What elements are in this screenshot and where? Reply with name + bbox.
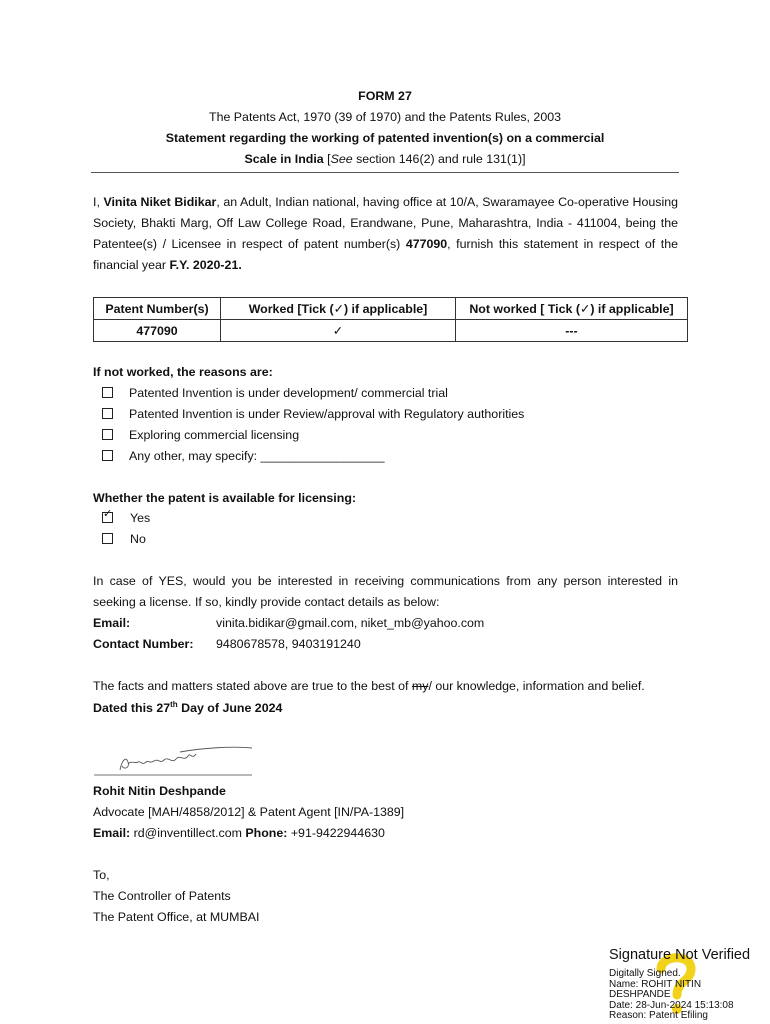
declaration-after: / our knowledge, information and belief. (428, 679, 645, 693)
reason-checkbox-1[interactable] (102, 387, 113, 398)
phone-label: Contact Number: (93, 637, 194, 651)
table-row (94, 320, 688, 342)
signatory-phone: +91-9422944630 (287, 826, 385, 840)
dated-line (93, 700, 282, 715)
dated-suffix: Day of June 2024 (177, 701, 283, 716)
intro-paragraph (93, 192, 678, 276)
addressee-line-1: The Controller of Patents (93, 889, 231, 903)
email-label: Email: (93, 616, 131, 630)
cell-worked: ✓ (221, 320, 456, 342)
signatory-email: rd@inventillect.com (130, 826, 246, 840)
addressee-line-2: The Patent Office, at MUMBAI (93, 910, 260, 924)
scale-bold: Scale in India (244, 152, 324, 166)
scale-see: See (330, 152, 353, 166)
reason-checkbox-4[interactable] (102, 450, 113, 461)
signature-detail-line: Date: 28-Jun-2024 15:13:08 (609, 999, 734, 1011)
scale-rest: section 146(2) and rule 131(1)] (352, 152, 526, 166)
reason-checkbox-3[interactable] (102, 429, 113, 440)
licensing-heading: Whether the patent is available for licensing: (93, 491, 357, 505)
patentee-name: Vinita Niket Bidikar (103, 195, 217, 209)
reason-checkbox-2[interactable] (102, 408, 113, 419)
signatory-contact (93, 826, 385, 840)
signature-details (609, 969, 769, 1022)
financial-year: F.Y. 2020-21. (169, 258, 242, 272)
signature-detail-line: Digitally Signed. (609, 968, 681, 979)
act-subtitle: The Patents Act, 1970 (39 of 1970) and the Patents Rules, 2003 (209, 110, 561, 124)
intro-suffix: , furnish this statement in respect of the financial year (93, 237, 678, 272)
signature-detail-line: Reason: Patent Efiling (609, 1010, 708, 1021)
patent-table (93, 297, 688, 342)
licensing-yes-label: Yes (130, 511, 151, 525)
reason-label-4: Any other, may specify: __________________ (129, 449, 385, 463)
digital-signature-block[interactable] (609, 947, 769, 1022)
addressee-to: To, (93, 868, 110, 882)
signature-detail-line: Name: ROHIT NITIN (609, 978, 702, 990)
scale-line (0, 152, 770, 166)
reasons-heading: If not worked, the reasons are: (93, 365, 273, 379)
intro-patent-number: 477090 (405, 237, 448, 251)
reason-label-2: Patented Invention is under Review/approval with Regulatory authorities (129, 407, 525, 421)
reason-label-1: Patented Invention is under development/ commercial trial (129, 386, 448, 400)
col-worked: Worked [Tick (✓) if applicable] (221, 298, 456, 320)
form-title: FORM 27 (358, 89, 412, 103)
declaration-text (93, 679, 645, 693)
intro-middle: , an Adult, Indian national, having office at 10/A, Swaramayee Co-operative Housing Society, Bhakti Marg, Off Law College Road, Erandwane, Pune, Maharashtra, India - 411004, being the Patentee(s) / Licensee in respect of patent number(s) (93, 195, 679, 251)
signatory-name: Rohit Nitin Deshpande (93, 784, 226, 798)
declaration-struck: my (411, 679, 429, 693)
email-value: vinita.bidikar@gmail.com, niket_mb@yahoo.com (216, 616, 485, 630)
signature-detail-line: DESHPANDE (609, 989, 671, 1000)
dated-prefix: Dated this 27 (93, 701, 171, 716)
signatory-role: Advocate [MAH/4858/2012] & Patent Agent [IN/PA-1389] (93, 805, 405, 819)
intro-prefix: I, (93, 195, 104, 209)
handwritten-signature (92, 742, 262, 782)
scale-open: [ (323, 152, 331, 166)
signatory-email-label: Email: (93, 826, 131, 840)
col-not-worked: Not worked [ Tick (✓) if applicable] (456, 298, 688, 320)
signatory-phone-label: Phone: (245, 826, 288, 840)
col-patent-number: Patent Number(s) (94, 298, 221, 320)
contact-paragraph: In case of YES, would you be interested in receiving communications from any person interested in seeking a license. If so, kindly provide contact details as below: (93, 574, 678, 609)
reason-label-3: Exploring commercial licensing (129, 428, 300, 442)
cell-not-worked: --- (456, 320, 688, 342)
check-icon: ✓ (103, 508, 113, 520)
licensing-yes-checkbox[interactable] (102, 508, 113, 523)
licensing-no-checkbox[interactable] (102, 533, 113, 544)
cell-patent-number: 477090 (94, 320, 221, 342)
signature-status: Signature Not Verified (609, 947, 751, 963)
header-divider (91, 172, 679, 173)
table-header-row (94, 298, 688, 320)
declaration-before: The facts and matters stated above are true to the best of (93, 679, 412, 693)
statement-heading: Statement regarding the working of patented invention(s) on a commercial (165, 131, 605, 145)
dated-sup: th (170, 700, 178, 709)
licensing-no-label: No (130, 532, 146, 546)
phone-value: 9480678578, 9403191240 (216, 637, 361, 651)
